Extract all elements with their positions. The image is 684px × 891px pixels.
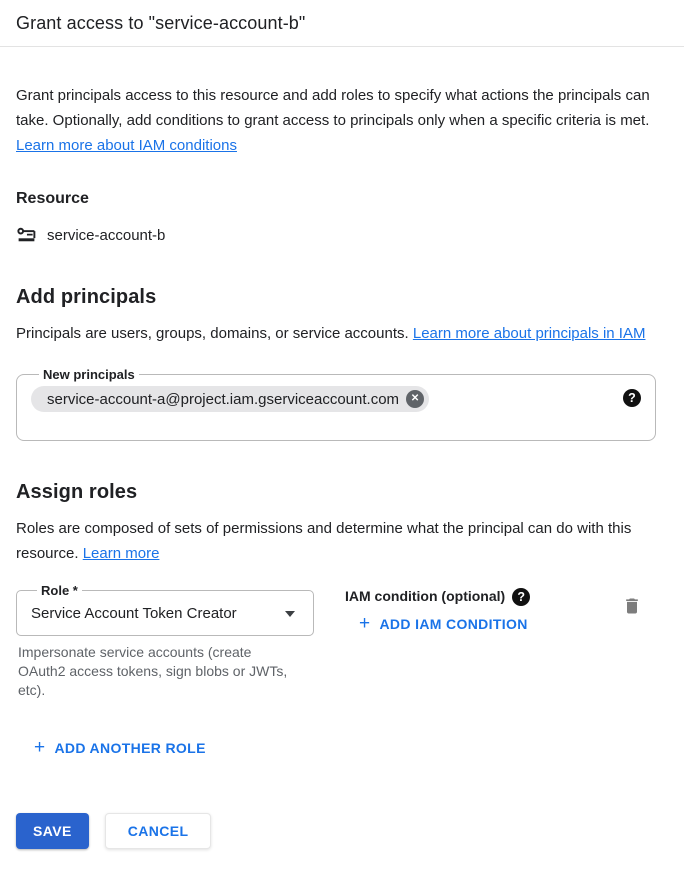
role-select[interactable] bbox=[16, 583, 314, 636]
roles-learn-more-link[interactable]: Learn more bbox=[82, 545, 160, 562]
iam-condition-column bbox=[345, 583, 622, 634]
role-description: Impersonate service accounts (create OAuth2 access tokens, sign blobs or JWTs, etc). bbox=[18, 644, 288, 698]
new-principals-field[interactable] bbox=[16, 367, 656, 441]
add-principals-heading: Add principals bbox=[16, 286, 157, 308]
role-column bbox=[16, 583, 314, 700]
principals-paragraph bbox=[16, 321, 656, 346]
save-button[interactable]: SAVE bbox=[16, 813, 89, 849]
resource-row bbox=[16, 224, 656, 246]
intro-paragraph bbox=[16, 83, 656, 158]
add-another-role-label: ADD ANOTHER ROLE bbox=[54, 740, 206, 756]
principals-help-icon[interactable]: ? bbox=[623, 389, 641, 407]
resource-heading: Resource bbox=[16, 190, 89, 207]
assign-roles-heading: Assign roles bbox=[16, 481, 138, 503]
principals-link[interactable]: Learn more about principals in IAM bbox=[412, 325, 646, 342]
iam-condition-label-row bbox=[345, 587, 622, 606]
role-select-label: Role * bbox=[41, 583, 78, 598]
plus-icon: + bbox=[34, 737, 46, 758]
new-principals-label: New principals bbox=[43, 367, 135, 382]
service-account-icon bbox=[16, 225, 37, 246]
resource-name: service-account-b bbox=[47, 226, 166, 244]
dropdown-arrow-icon bbox=[285, 611, 295, 617]
chip-remove-icon[interactable]: ✕ bbox=[406, 390, 424, 408]
role-row bbox=[16, 583, 656, 700]
principal-chip bbox=[31, 386, 429, 412]
trash-icon bbox=[622, 604, 642, 619]
principal-chip-label: service-account-a@project.iam.gserviceaccount.com bbox=[47, 390, 400, 408]
dialog-header bbox=[0, 0, 684, 47]
dialog-actions bbox=[16, 813, 656, 865]
add-another-role-button[interactable] bbox=[34, 738, 206, 758]
role-value-row bbox=[29, 599, 301, 622]
dialog-title: Grant access to "service-account-b" bbox=[16, 13, 306, 33]
plus-icon: + bbox=[359, 613, 371, 634]
role-selected-value: Service Account Token Creator bbox=[31, 605, 237, 622]
roles-paragraph bbox=[16, 516, 656, 566]
add-iam-condition-label: ADD IAM CONDITION bbox=[379, 616, 528, 632]
dialog-content bbox=[0, 83, 684, 865]
iam-conditions-link[interactable]: Learn more about IAM conditions bbox=[16, 137, 237, 154]
principals-text: Principals are users, groups, domains, or service accounts. bbox=[16, 325, 409, 342]
intro-text: Grant principals access to this resource and add roles to specify what actions the principals can take. Optionally, add conditions to grant access to principals only when a specific criteria is met. bbox=[16, 87, 650, 129]
iam-condition-help-icon[interactable]: ? bbox=[512, 588, 530, 606]
roles-text: Roles are composed of sets of permissions and determine what the principal can do with this resource. bbox=[16, 520, 632, 562]
delete-role-button[interactable] bbox=[622, 596, 642, 616]
principals-field-inner bbox=[31, 386, 641, 412]
cancel-button[interactable]: CANCEL bbox=[105, 813, 212, 849]
add-iam-condition-button[interactable] bbox=[359, 614, 528, 634]
iam-condition-label: IAM condition (optional) bbox=[345, 588, 506, 604]
